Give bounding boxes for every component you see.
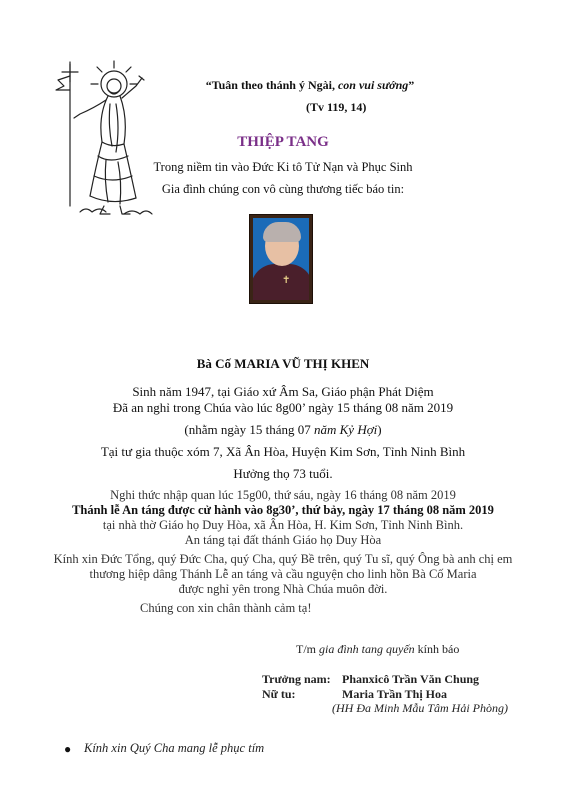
- request-line-1: Kính xin Đức Tổng, quý Đức Cha, quý Cha, quý Bề trên, quý Tu sĩ, quý Ông bà anh chị em: [53, 552, 513, 566]
- card-title: THIỆP TANG: [237, 134, 329, 150]
- bullet-dot-icon: ●: [64, 742, 72, 756]
- lunar-date: [0, 422, 566, 438]
- opening-quote: [180, 78, 440, 93]
- report-family: gia đình tang quyến: [319, 642, 415, 656]
- request-line-3: được nghỉ yên trong Nhà Chúa muôn đời.: [178, 582, 388, 596]
- portrait-hair-shape: [263, 222, 301, 242]
- quote-reference: (Tv 119, 14): [306, 100, 367, 114]
- lunar-date-text: (nhằm ngày 15 tháng 07: [184, 422, 314, 437]
- intro-line-faith: Trong niềm tin vào Đức Ki tô Tử Nạn và Phục Sinh: [153, 160, 413, 174]
- encoffining-schedule: Nghi thức nhập quan lúc 15g00, thứ sáu, ngày 16 tháng 08 năm 2019: [110, 488, 456, 502]
- eldest-son-name: Phanxicô Trần Văn Chung: [342, 672, 480, 686]
- birth-info: Sinh năm 1947, tại Giáo xứ Âm Sa, Giáo phận Phát Diệm: [132, 384, 434, 399]
- portrait-frame: [249, 214, 313, 304]
- quote-text: “Tuân theo thánh ý Ngài,: [205, 78, 338, 92]
- report-prefix: T/m: [296, 642, 319, 656]
- cross-pendant-icon: ✝: [282, 275, 291, 286]
- death-info: Đã an nghỉ trong Chúa vào lúc 8g00’ ngày 15 tháng 08 năm 2019: [112, 400, 454, 415]
- vestment-note: Kính xin Quý Cha mang lễ phục tím: [84, 741, 265, 755]
- quote-close: ”: [408, 78, 415, 92]
- burial-place: An táng tại đất thánh Giáo họ Duy Hòa: [184, 533, 382, 547]
- deceased-name: Bà Cố MARIA VŨ THỊ KHEN: [196, 356, 370, 371]
- lunar-date-close: ): [377, 422, 382, 437]
- family-report-line: [296, 642, 459, 657]
- age-at-death: Hưởng thọ 73 tuổi.: [233, 466, 333, 481]
- sister-name: Maria Trần Thị Hoa: [342, 687, 448, 701]
- thanks-line: Chúng con xin chân thành cảm tạ!: [140, 601, 312, 615]
- request-line-2: thương hiệp dâng Thánh Lễ an táng và cầu nguyện cho linh hồn Bà Cố Maria: [89, 567, 477, 581]
- congregation-name: (HH Đa Minh Mẫu Tâm Hải Phòng): [332, 701, 508, 715]
- sister-label: Nữ tu:: [262, 687, 296, 701]
- quote-emphasis: con vui sướng: [337, 78, 409, 92]
- eldest-son-label: Trưởng nam:: [262, 672, 331, 686]
- portrait-body-shape: [253, 264, 309, 300]
- lunar-year: năm Kỷ Hợi: [314, 422, 378, 437]
- residence: Tại tư gia thuộc xóm 7, Xã Ân Hòa, Huyện Kim Sơn, Tỉnh Ninh Bình: [100, 444, 466, 459]
- report-suffix: kính báo: [414, 642, 460, 656]
- portrait-photo: [253, 218, 309, 300]
- funeral-mass-schedule: Thánh lễ An táng được cử hành vào 8g30’, thứ bảy, ngày 17 tháng 08 năm 2019: [72, 503, 494, 517]
- funeral-mass-place: tại nhà thờ Giáo họ Duy Hòa, xã Ân Hòa, H. Kim Sơn, Tỉnh Ninh Bình.: [102, 518, 464, 532]
- intro-line-announcement: Gia đình chúng con vô cùng thương tiếc báo tin:: [161, 182, 405, 196]
